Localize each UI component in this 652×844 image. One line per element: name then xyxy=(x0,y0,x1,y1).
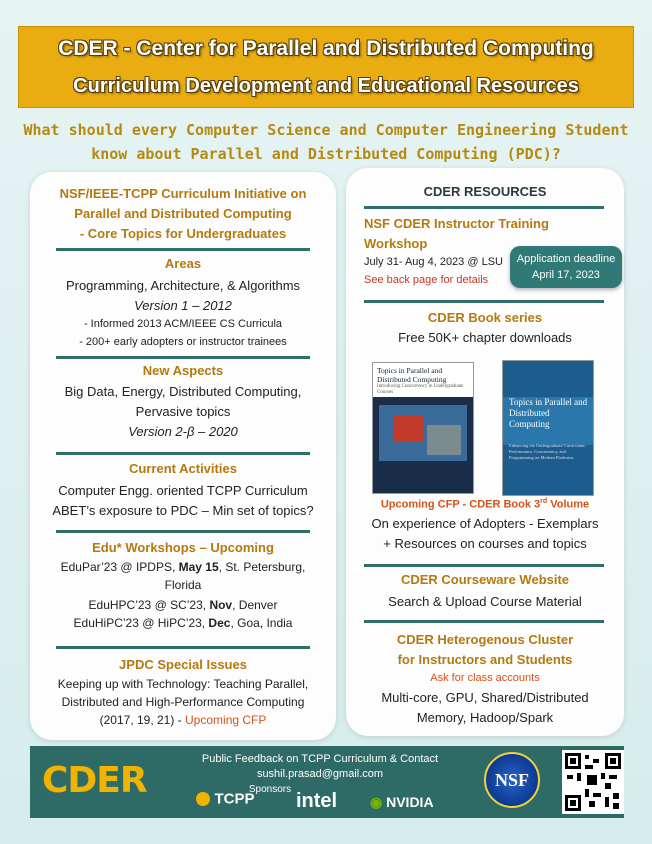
question-line-2: know about Parallel and Distributed Computing (PDC)? xyxy=(91,145,561,163)
nsf-logo: NSF xyxy=(484,752,540,808)
nvidia-eye-icon: ◉ xyxy=(370,794,383,810)
cder-logo: CDER xyxy=(42,760,147,801)
new-aspects-text-2: Pervasive topics xyxy=(135,404,231,419)
divider xyxy=(56,530,310,533)
areas-note-2: - 200+ early adopters or instructor trainees xyxy=(79,336,287,348)
cluster-heading-2: for Instructors and Students xyxy=(397,652,573,667)
new-aspects-text-1: Big Data, Energy, Distributed Computing, xyxy=(64,384,302,399)
book-series-heading: CDER Book series xyxy=(427,310,543,325)
workshop-dates: July 31- Aug 4, 2023 @ LSU xyxy=(364,256,503,268)
workshop-details-link[interactable]: See back page for details xyxy=(364,274,489,286)
eduhipc-place: , Goa, India xyxy=(230,616,293,630)
current-activities-heading: Current Activities xyxy=(129,461,237,476)
cfp-heading xyxy=(346,498,624,511)
resources-heading: CDER RESOURCES xyxy=(423,184,547,199)
divider xyxy=(364,620,604,623)
cluster-heading-1: CDER Heterogenous Cluster xyxy=(396,632,574,647)
book1-cover-image xyxy=(427,425,461,455)
jpdc-text-1: Keeping up with Technology: Teaching Parallel, xyxy=(57,677,309,691)
qr-code[interactable] xyxy=(562,750,624,814)
nvidia-logo xyxy=(370,794,434,811)
areas-heading: Areas xyxy=(164,256,202,271)
eduhpc-text: EduHPC’23 @ SC’23, xyxy=(88,598,210,612)
areas-text: Programming, Architecture, & Algorithms xyxy=(65,278,301,293)
deadline-label: Application deadline xyxy=(516,253,616,265)
book2-title: Topics in Parallel and Distributed Computing xyxy=(509,397,588,429)
divider xyxy=(56,248,310,251)
cfp-heading-text-2: Volume xyxy=(547,498,590,511)
eduhipc-date: Dec xyxy=(208,616,231,630)
jpdc-years: (2017, 19, 21) - xyxy=(99,713,186,727)
jpdc-heading: JPDC Special Issues xyxy=(119,657,247,672)
edupar-line xyxy=(30,559,336,576)
divider xyxy=(56,646,310,649)
footer-bar xyxy=(30,746,624,818)
cluster-text-1: Multi-core, GPU, Shared/Distributed xyxy=(381,690,589,705)
jpdc-cfp-link[interactable]: Upcoming CFP xyxy=(185,713,267,727)
book1-subtitle: Introducing Concurrency in Undergraduate Courses xyxy=(377,384,464,395)
cluster-text-2: Memory, Hadoop/Spark xyxy=(416,710,554,725)
eduhipc-text: EduHiPC’23 @ HiPC’23, xyxy=(73,616,209,630)
eduhipc-line xyxy=(30,615,336,632)
divider xyxy=(364,300,604,303)
divider xyxy=(364,206,604,209)
eduhpc-line xyxy=(30,597,336,614)
tcpp-logo xyxy=(196,790,254,808)
book1-cover-image xyxy=(393,415,423,441)
curriculum-title-2: Parallel and Distributed Computing xyxy=(74,206,292,221)
courseware-heading: CDER Courseware Website xyxy=(400,572,570,587)
workshops-heading: Edu* Workshops – Upcoming xyxy=(92,540,274,555)
curriculum-title-1: NSF/IEEE-TCPP Curriculum Initiative on xyxy=(59,186,307,201)
class-accounts-link[interactable]: Ask for class accounts xyxy=(430,672,540,684)
cfp-superscript: rd xyxy=(540,498,548,505)
contact-email[interactable]: sushil.prasad@gmail.com xyxy=(256,768,384,780)
edupar-text: EduPar’23 @ IPDPS, xyxy=(60,560,179,574)
tcpp-icon xyxy=(196,792,210,806)
divider xyxy=(364,564,604,567)
divider xyxy=(56,452,310,455)
current-activities-2: ABET’s exposure to PDC – Min set of topics? xyxy=(52,503,314,518)
edupar-date: May 15 xyxy=(178,560,219,574)
cluster-heading xyxy=(346,630,624,670)
left-panel xyxy=(30,172,336,740)
book-downloads: Free 50K+ chapter downloads xyxy=(398,330,572,345)
question-line-1: What should every Computer Science and Computer Engineering Student xyxy=(23,121,629,139)
curriculum-title-3: - Core Topics for Undergraduates xyxy=(79,226,287,241)
question-text xyxy=(20,118,632,166)
new-aspects-version: Version 2-β – 2020 xyxy=(128,424,238,439)
nvidia-logo-text: NVIDIA xyxy=(386,794,434,810)
current-activities-1: Computer Engg. oriented TCPP Curriculum xyxy=(58,483,308,498)
areas-version: Version 1 – 2012 xyxy=(134,298,232,313)
application-deadline-badge xyxy=(510,246,622,288)
sponsors-label: Sponsors xyxy=(248,784,292,795)
cfp-text-2: + Resources on courses and topics xyxy=(383,536,587,551)
areas-note-1: - Informed 2013 ACM/IEEE CS Curricula xyxy=(83,318,283,330)
eduhpc-date: Nov xyxy=(209,598,233,612)
header-banner xyxy=(18,26,634,108)
edupar-place: , St. Petersburg, xyxy=(218,560,306,574)
intel-logo: intel xyxy=(296,790,338,812)
book-cover-volume-2[interactable] xyxy=(502,360,594,496)
edupar-line-2: Florida xyxy=(164,578,202,592)
cfp-text-1: On experience of Adopters - Exemplars xyxy=(371,516,599,531)
qr-code-icon xyxy=(565,753,621,811)
book2-subtitle: Enhancing the Undergraduate Curriculum: Performance, Concurrency, and Programming on Modern Platforms xyxy=(509,443,586,460)
book1-title: Topics in Parallel and Distributed Computing xyxy=(377,366,447,384)
jpdc-text-2: Distributed and High-Performance Computing xyxy=(61,695,305,709)
tcpp-logo-text: TCPP xyxy=(214,790,255,808)
banner-subtitle: Curriculum Development and Educational Resources xyxy=(73,75,579,97)
jpdc-text-3 xyxy=(30,712,336,729)
courseware-link[interactable]: Search & Upload Course Material xyxy=(388,594,582,609)
curriculum-title xyxy=(30,184,336,244)
eduhpc-place: , Denver xyxy=(232,598,278,612)
workshop-heading-2: Workshop xyxy=(364,236,428,251)
divider xyxy=(56,356,310,359)
feedback-text: Public Feedback on TCPP Curriculum & Contact xyxy=(201,753,439,765)
new-aspects-heading: New Aspects xyxy=(142,363,224,378)
workshop-heading-1: NSF CDER Instructor Training xyxy=(364,216,549,231)
cfp-heading-text: Upcoming CFP - CDER Book 3 xyxy=(380,498,541,511)
banner-title: CDER - Center for Parallel and Distributed Computing xyxy=(58,37,594,60)
book-cover-volume-1[interactable] xyxy=(372,362,474,494)
deadline-date: April 17, 2023 xyxy=(532,269,600,281)
